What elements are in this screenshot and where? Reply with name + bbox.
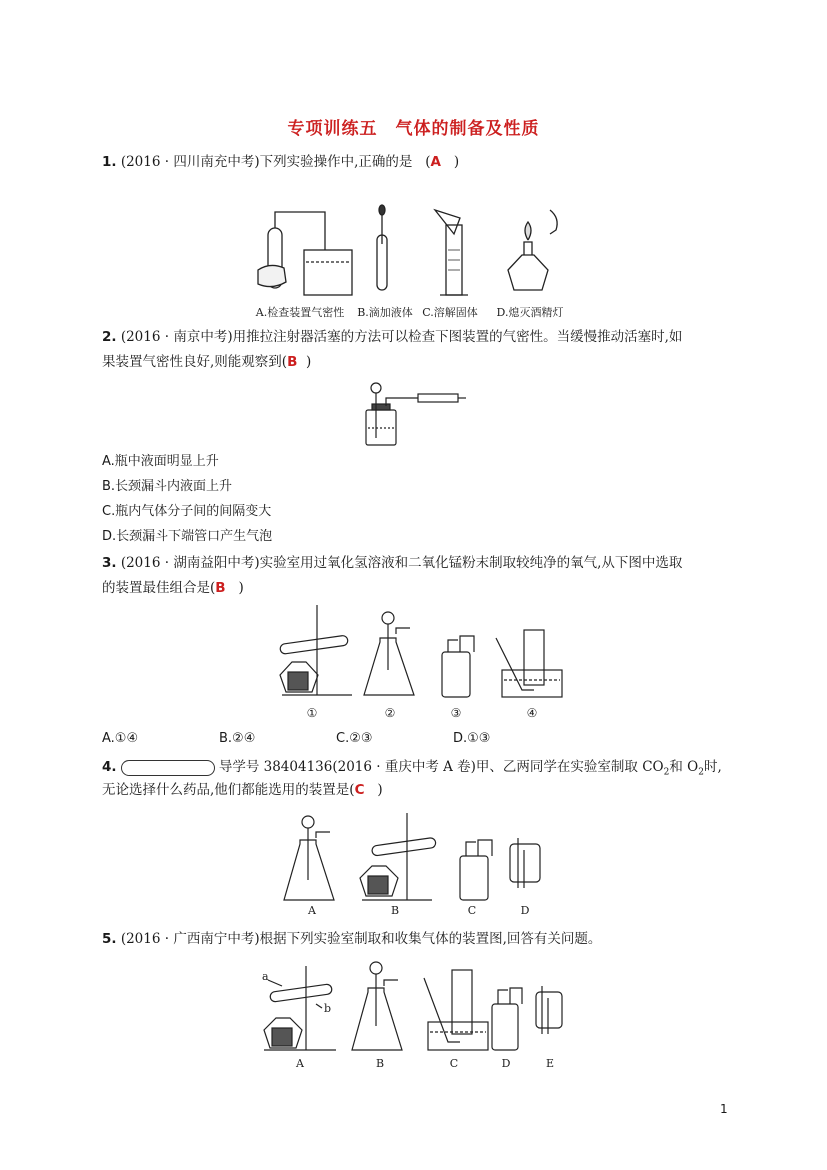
question-4: 4. 导学号 38404136(2016 · 重庆中考 A 卷)甲、乙两同学在实验室制取 $CO_2$和 $O_2$时, (102, 759, 722, 778)
figure-label: A (308, 904, 316, 917)
option: C.瓶内气体分子间的间隔变大 (102, 504, 272, 519)
figure-label: A.检查装置气密性 (255, 306, 345, 319)
figure-label: C (449, 1057, 459, 1070)
figure-label: B (390, 904, 400, 917)
option: D.长颈漏斗下端管口产生气泡 (102, 529, 273, 544)
option: A.①④ (102, 731, 139, 746)
figure-label: B (375, 1057, 385, 1070)
options-row (102, 729, 570, 749)
figure-mark: b (324, 1002, 332, 1015)
question-text: (2016 · 广西南宁中考)根据下列实验室制取和收集气体的装置图,回答有关问题。 (120, 931, 602, 947)
question-2-cont: 果装置气密性良好,则能观察到(B ) (102, 354, 312, 370)
question-number: 1. (102, 154, 117, 170)
answer: B (215, 580, 226, 596)
figure-label: C.溶解固体 (422, 306, 478, 319)
answer: A (430, 154, 441, 170)
badge-box (121, 760, 215, 776)
answer: C (354, 782, 365, 798)
figure-label: ① (306, 706, 318, 720)
q4-figure (282, 808, 552, 920)
page-title: 专项训练五 气体的制备及性质 (287, 119, 540, 139)
question-1: 1. (2016 · 四川南充中考)下列实验操作中,正确的是 (A ) (102, 154, 460, 170)
q2-figure (358, 378, 468, 448)
figure-mark: a (262, 970, 269, 983)
figure-label: D.熄灭酒精灯 (496, 306, 564, 319)
question-3 (102, 553, 682, 573)
figure-label: ③ (450, 706, 462, 720)
question-5 (102, 929, 601, 949)
q1-figure (250, 200, 570, 325)
figure-label: ② (384, 706, 396, 720)
question-text: (2016 · 南京中考)用推拉注射器活塞的方法可以检查下图装置的气密性。当缓慢推动活塞时,如 (120, 329, 683, 345)
question-number: 5. (102, 931, 117, 947)
option: D.①③ (453, 731, 491, 746)
option: C.②③ (336, 731, 373, 746)
question-4-cont: 无论选择什么药品,他们都能选用的装置是(C ) (102, 782, 383, 798)
figure-label: A (296, 1057, 304, 1070)
figure-label: D (501, 1057, 511, 1070)
option: B.②④ (219, 731, 256, 746)
answer: B (287, 354, 298, 370)
option: B.长颈漏斗内液面上升 (102, 479, 233, 494)
q5-figure (256, 958, 566, 1073)
question-number: 3. (102, 555, 117, 571)
question-text: (2016 · 湖南益阳中考)实验室用过氧化氢溶液和二氧化锰粉末制取较纯净的氧气,从下图中选取 (120, 555, 683, 571)
option: A.瓶中液面明显上升 (102, 454, 219, 469)
question-text: (2016 · 四川南充中考)下列实验操作中,正确的是 (120, 154, 413, 170)
page-number: 1 (720, 1102, 728, 1116)
q3-figure (262, 600, 572, 725)
figure-label: ④ (526, 706, 538, 720)
figure-label: D (520, 904, 530, 917)
figure-label: E (545, 1057, 555, 1070)
question-number: 4. (102, 759, 117, 775)
question-3-cont: 的装置最佳组合是(B ) (102, 580, 244, 596)
figure-label: C (467, 904, 477, 917)
question-number: 2. (102, 329, 117, 345)
figure-label: B.滴加液体 (357, 306, 413, 319)
question-2 (102, 327, 682, 347)
